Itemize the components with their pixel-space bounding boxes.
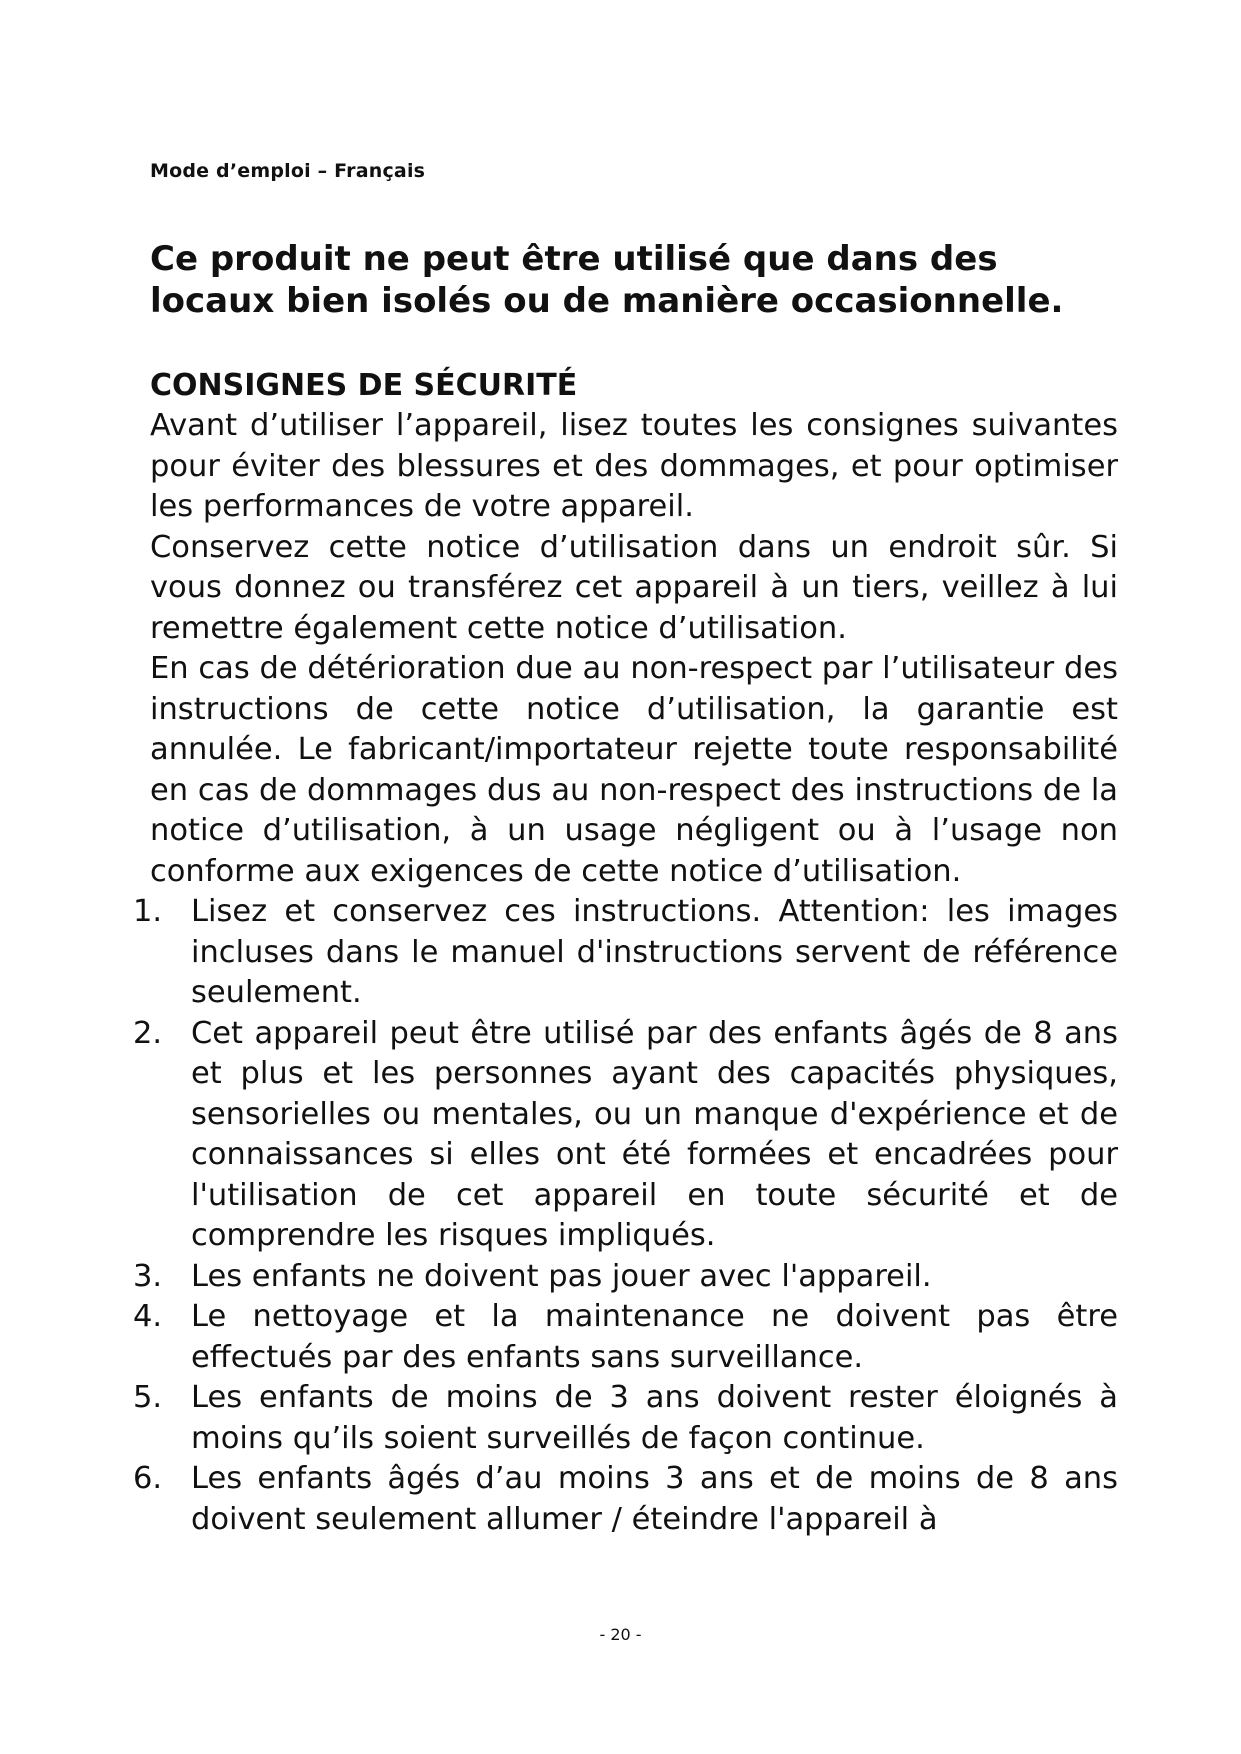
safety-list bbox=[133, 892, 1118, 1540]
list-item-number: 2. bbox=[133, 1015, 163, 1051]
list-item bbox=[133, 892, 1118, 1014]
list-item bbox=[133, 1297, 1118, 1378]
list-item-number: 4. bbox=[133, 1299, 163, 1334]
storage-paragraph: Conservez cette notice d’utilisation dans un endroit sûr. Si vous donnez ou transférez cet appareil à un tiers, veillez à lui remettre également cette notice d’utilisation. bbox=[150, 529, 1118, 646]
list-item bbox=[133, 1459, 1118, 1540]
list-item-text: Le nettoyage et la maintenance ne doivent pas être effectués par des enfants sans surveillance. bbox=[191, 1299, 1118, 1375]
list-item-number: 3. bbox=[133, 1258, 163, 1294]
list-item-text: Les enfants de moins de 3 ans doivent rester éloignés à moins qu’ils soient surveillés de façon continue. bbox=[191, 1380, 1118, 1456]
list-item-number: 5. bbox=[133, 1380, 163, 1415]
document-header: Mode d’emploi – Français bbox=[150, 160, 426, 182]
list-item-number: 1. bbox=[133, 894, 163, 929]
usage-warning: Ce produit ne peut être utilisé que dans des locaux bien isolés ou de manière occasionnelle. bbox=[150, 239, 1064, 321]
page-number: - 20 - bbox=[599, 1625, 642, 1644]
list-item-text: Lisez et conservez ces instructions. Attention: les images incluses dans le manuel d'instructions servent de référence seulement. bbox=[191, 894, 1118, 1010]
page-content bbox=[133, 238, 1118, 1540]
list-item-text: Les enfants âgés d’au moins 3 ans et de moins de 8 ans doivent seulement allumer / éteindre l'appareil à bbox=[191, 1461, 1118, 1537]
section-title: CONSIGNES DE SÉCURITÉ bbox=[150, 368, 578, 403]
intro-paragraph: Avant d’utiliser l’appareil, lisez toutes les consignes suivantes pour éviter des blessures et des dommages, et pour optimiser les performances de votre appareil. bbox=[150, 408, 1118, 524]
list-item-text: Cet appareil peut être utilisé par des enfants âgés de 8 ans et plus et les personnes ayant des capacités physiques, sensorielles ou mentales, ou un manque d'expérience et de connaissances si elles ont été formées et encadrées pour l'utilisation de cet appareil en toute sécurité et de comprendre les risques impliqués. bbox=[191, 1015, 1118, 1253]
warranty-paragraph: En cas de détérioration due au non-respect par l’utilisateur des instructions de cette notice d’utilisation, la garantie est annulée. Le fabricant/importateur rejette toute responsabilité en cas de dommages dus au non-respect des instructions de la notice d’utilisation, à un usage négligent ou à l’usage non conforme aux exigences de cette notice d’utilisation. bbox=[150, 651, 1118, 889]
list-item-number: 6. bbox=[133, 1461, 163, 1496]
list-item bbox=[133, 1014, 1118, 1257]
list-item bbox=[133, 1257, 1118, 1298]
list-item-text: Les enfants ne doivent pas jouer avec l'appareil. bbox=[191, 1258, 932, 1294]
list-item bbox=[133, 1378, 1118, 1459]
